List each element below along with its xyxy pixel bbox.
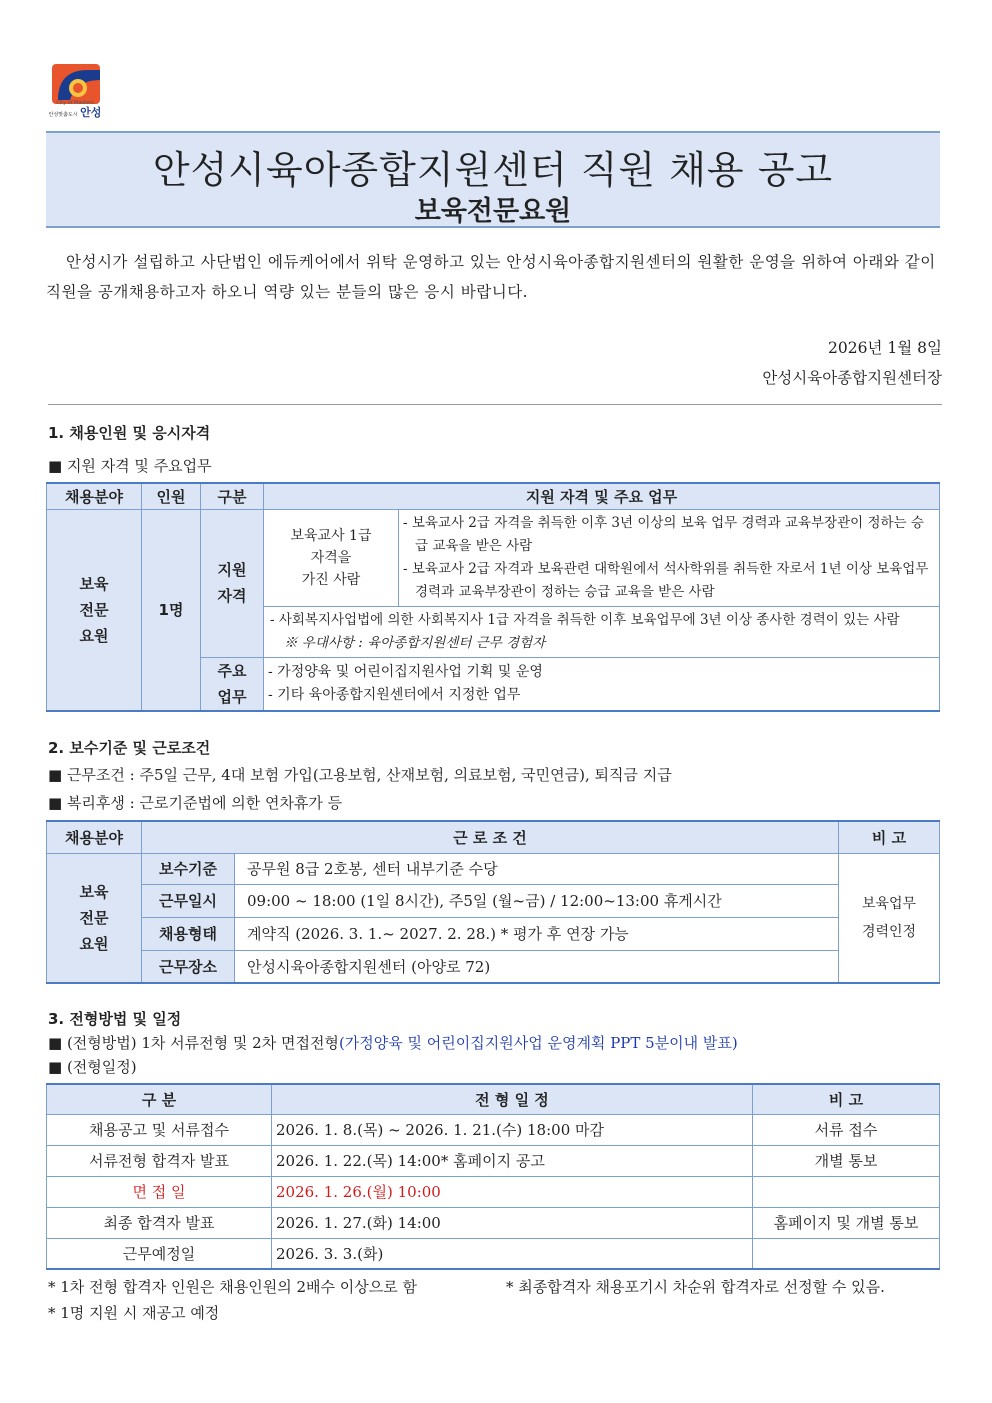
condition-value: 계약직 (2026. 3. 1.~ 2027. 2. 28.) * 평가 후 연장 가능 bbox=[235, 917, 839, 950]
issuer: 안성시육아종합지원센터장 bbox=[762, 369, 942, 387]
section1-bullet: ■ 지원 자격 및 주요업무 bbox=[48, 457, 212, 475]
page-subtitle: 보육전문요원 bbox=[414, 196, 572, 227]
field-cell: 보육 전문 요원 bbox=[47, 853, 142, 983]
qual-social: - 사회복지사업법에 의한 사회복지사 1급 자격을 취득한 이후 보육업무에 3년 이상 종사한 경력이 있는 사람 bbox=[270, 611, 900, 628]
duty-item: - 기타 육아종합지원센터에서 지정한 업무 bbox=[268, 686, 521, 703]
method-text: ■ (전형방법) 1차 서류전형 및 2차 면접전형 bbox=[48, 1034, 339, 1052]
header-step: 구 분 bbox=[47, 1084, 272, 1114]
duty-item: - 가정양육 및 어린이집지원사업 기획 및 운영 bbox=[268, 663, 543, 680]
schedule-remark bbox=[753, 1238, 940, 1269]
schedule-remark bbox=[753, 1176, 940, 1207]
method-presentation: (가정양육 및 어린이집지원사업 운영계획 PPT 5분이내 발표) bbox=[338, 1034, 738, 1052]
title-banner bbox=[46, 131, 940, 228]
field-cell: 보육 전문 요원 bbox=[47, 509, 142, 711]
footnote: * 1차 전형 합격자 인원은 채용인원의 2배수 이상으로 함 bbox=[48, 1278, 418, 1296]
schedule-step: 근무예정일 bbox=[47, 1238, 272, 1269]
remark-cell: 보육업무 경력인정 bbox=[839, 853, 940, 983]
page-title: 안성시육아종합지원센터 직원 채용 공고 bbox=[152, 148, 834, 192]
schedule-step: 면 접 일 bbox=[47, 1176, 272, 1207]
qualification-table bbox=[46, 482, 940, 712]
schedule-remark: 홈페이지 및 개별 통보 bbox=[753, 1207, 940, 1238]
logo-english: City of Masters bbox=[56, 100, 94, 106]
schedule-date: 2026. 1. 27.(화) 14:00 bbox=[272, 1207, 753, 1238]
schedule-step: 최종 합격자 발표 bbox=[47, 1207, 272, 1238]
section3-heading: 3. 전형방법 및 일정 bbox=[48, 1010, 182, 1028]
condition-label: 보수기준 bbox=[142, 853, 235, 884]
qual-item: - 보육교사 2급 자격과 보육관련 대학원에서 석사학위를 취득한 자로서 1년 이상 보육업무 경력과 교육부장관이 정하는 승급 교육을 받은 사람 bbox=[403, 560, 929, 600]
header-conditions: 근 로 조 건 bbox=[142, 821, 839, 853]
divider bbox=[48, 404, 942, 405]
section1-heading: 1. 채용인원 및 응시자격 bbox=[48, 424, 211, 442]
condition-label: 근무장소 bbox=[142, 950, 235, 983]
schedule-step: 채용공고 및 서류접수 bbox=[47, 1114, 272, 1145]
header-category: 구분 bbox=[201, 483, 264, 509]
header-remark: 비 고 bbox=[839, 821, 940, 853]
qual-sub-cell: 보육교사 1급 자격을 가진 사람 bbox=[264, 509, 399, 606]
count-cell: 1명 bbox=[142, 509, 201, 711]
section2-bullet: ■ 근무조건 : 주5일 근무, 4대 보험 가입(고용보험, 산재보험, 의료보험, 국민연금), 퇴직금 지급 bbox=[48, 766, 672, 784]
work-conditions-table bbox=[46, 820, 940, 984]
header-field: 채용분야 bbox=[47, 483, 142, 509]
condition-value: 안성시육아종합지원센터 (아양로 72) bbox=[235, 950, 839, 983]
logo-kr: 안성 bbox=[80, 106, 102, 119]
schedule-date: 2026. 1. 22.(목) 14:00* 홈페이지 공고 bbox=[272, 1145, 753, 1176]
header-qualification: 지원 자격 및 주요 업무 bbox=[264, 483, 940, 509]
footnote: * 최종합격자 채용포기시 차순위 합격자로 선정할 수 있음. bbox=[506, 1278, 885, 1296]
header-field: 채용분야 bbox=[47, 821, 142, 853]
schedule-date: 2026. 1. 26.(월) 10:00 bbox=[272, 1176, 753, 1207]
schedule-bullet: ■ (전형일정) bbox=[48, 1058, 137, 1076]
header-schedule: 전 형 일 정 bbox=[272, 1084, 753, 1114]
header-count: 인원 bbox=[142, 483, 201, 509]
logo-caption bbox=[40, 99, 110, 120]
condition-value: 공무원 8급 2호봉, 센터 내부기준 수당 bbox=[235, 853, 839, 884]
qual-item: - 보육교사 2급 자격을 취득한 이후 3년 이상의 보육 업무 경력과 교육부장관이 정하는 승급 교육을 받은 사람 bbox=[403, 514, 924, 554]
qual-label-cell: 지원 자격 bbox=[201, 509, 264, 657]
header-remark: 비 고 bbox=[753, 1084, 940, 1114]
section2-bullet: ■ 복리후생 : 근로기준법에 의한 연차휴가 등 bbox=[48, 794, 343, 812]
logo-small-kr: 안성맞춤도시 bbox=[48, 112, 78, 118]
schedule-remark: 서류 접수 bbox=[753, 1114, 940, 1145]
schedule-remark: 개별 통보 bbox=[753, 1145, 940, 1176]
condition-value: 09:00 ~ 18:00 (1일 8시간), 주5일 (월~금) / 12:00~13:00 휴게시간 bbox=[235, 884, 839, 917]
schedule-step: 서류전형 합격자 발표 bbox=[47, 1145, 272, 1176]
announcement-date: 2026년 1월 8일 bbox=[828, 339, 942, 357]
schedule-date: 2026. 3. 3.(화) bbox=[272, 1238, 753, 1269]
schedule-table bbox=[46, 1083, 940, 1270]
intro-paragraph: 안성시가 설립하고 사단법인 에듀케어에서 위탁 운영하고 있는 안성시육아종합지원센터의 원활한 운영을 위하여 아래와 같이 직원을 공개채용하고자 하오니 역량 있는 분들의 많은 응시 바랍니다. bbox=[46, 253, 936, 301]
schedule-date: 2026. 1. 8.(목) ~ 2026. 1. 21.(수) 18:00 마감 bbox=[272, 1114, 753, 1145]
preference-note: ※ 우대사항 : 육아종합지원센터 근무 경험자 bbox=[284, 634, 546, 651]
section2-heading: 2. 보수기준 및 근로조건 bbox=[48, 739, 211, 757]
footnote: * 1명 지원 시 재공고 예정 bbox=[48, 1304, 220, 1322]
condition-label: 근무일시 bbox=[142, 884, 235, 917]
condition-label: 채용형태 bbox=[142, 917, 235, 950]
duty-label-cell: 주요 업무 bbox=[201, 657, 264, 711]
